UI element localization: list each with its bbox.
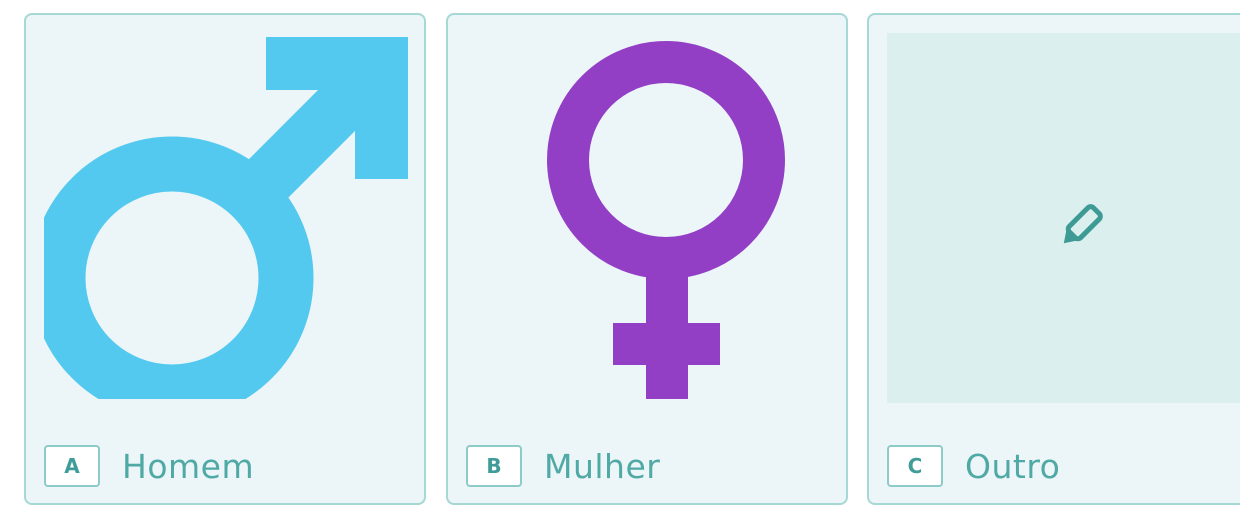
other-input-area[interactable]	[887, 33, 1240, 403]
female-symbol-icon	[466, 33, 830, 399]
choice-option-c[interactable]	[867, 13, 1240, 505]
choice-image-a	[44, 33, 408, 399]
choice-option-a[interactable]	[24, 13, 426, 505]
choice-key-badge: A	[44, 445, 100, 487]
choice-footer-c	[887, 445, 1060, 487]
choice-label: Mulher	[544, 446, 661, 486]
choice-footer-b	[466, 445, 660, 487]
choice-option-b[interactable]	[446, 13, 848, 505]
choice-key-badge: C	[887, 445, 943, 487]
choice-label: Outro	[965, 446, 1061, 486]
choice-key-badge: B	[466, 445, 522, 487]
choice-footer-a	[44, 445, 254, 487]
choice-image-b	[466, 33, 830, 399]
male-symbol-icon	[44, 33, 408, 399]
choice-label: Homem	[122, 446, 255, 486]
pencil-icon	[1058, 195, 1112, 249]
